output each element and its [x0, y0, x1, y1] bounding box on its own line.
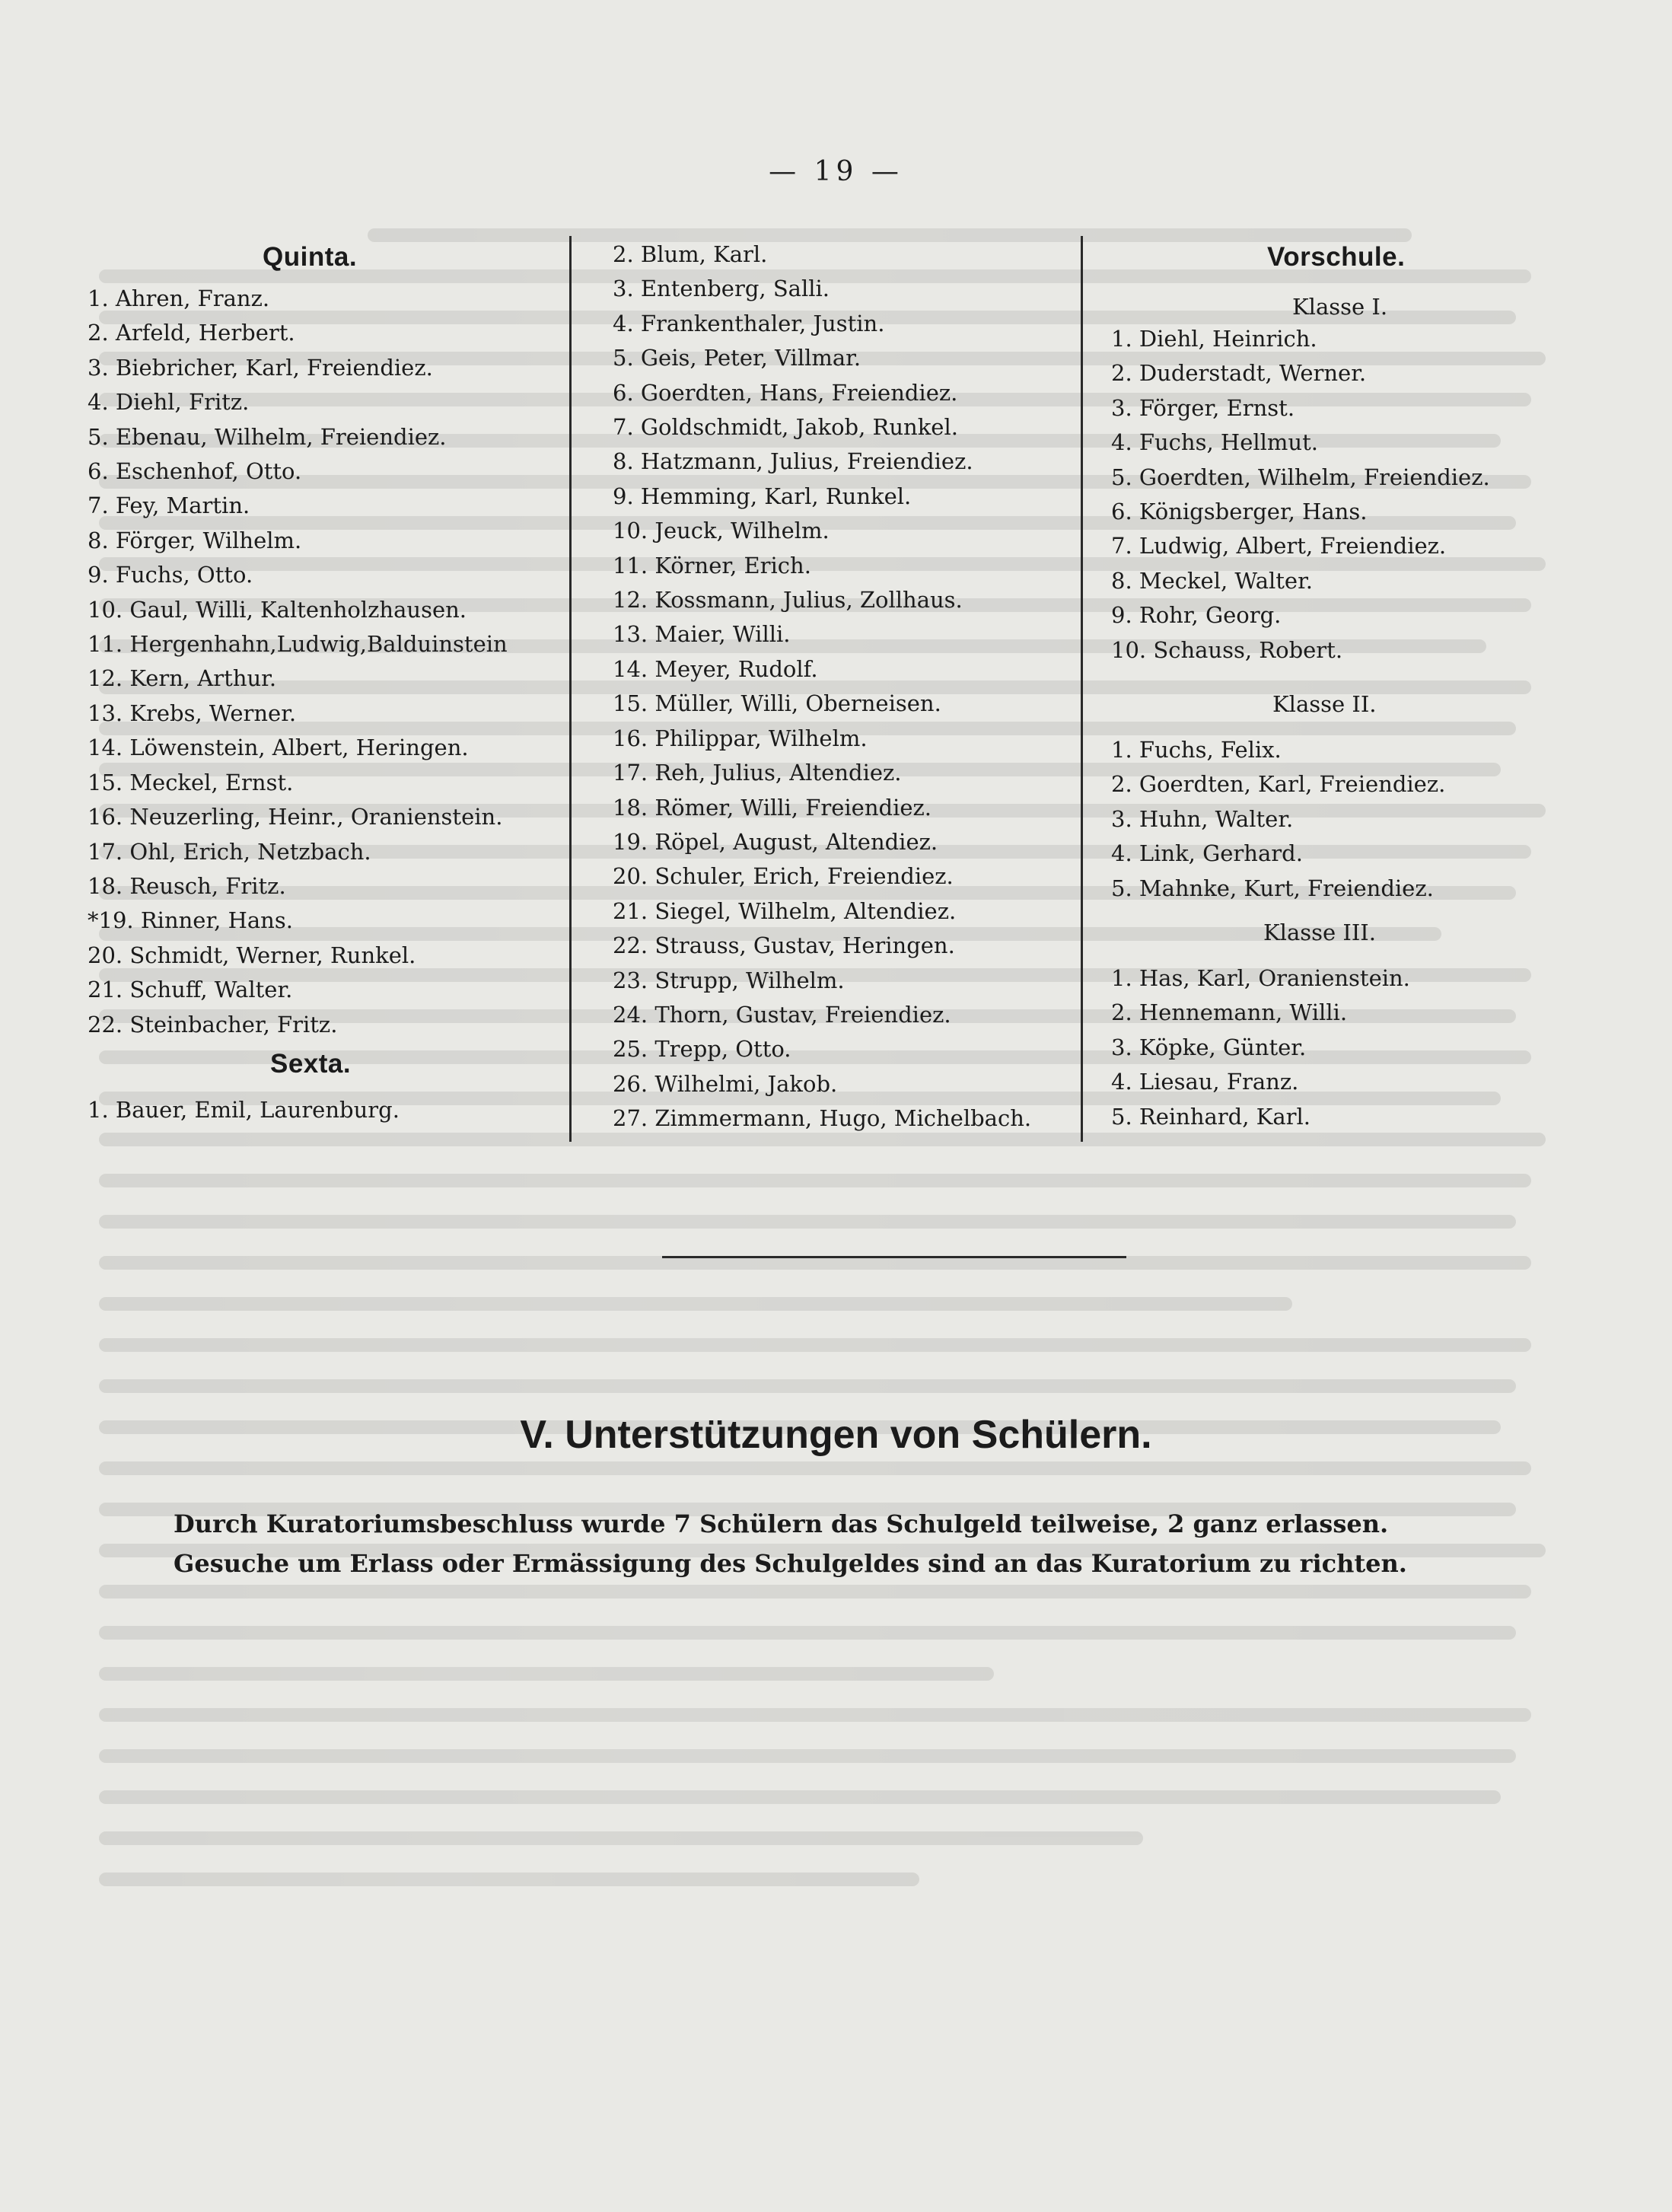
list-item: 6. Goerdten, Hans, Freiendiez. [613, 379, 958, 406]
section-paragraph-line: Durch Kuratoriumsbeschluss wurde 7 Schülern das Schulgeld teilweise, 2 ganz erlassen. [174, 1509, 1389, 1538]
list-item: 10. Jeuck, Wilhelm. [613, 518, 830, 544]
list-item: 21. Siegel, Wilhelm, Altendiez. [613, 897, 957, 924]
list-item: 14. Löwenstein, Albert, Heringen. [88, 735, 469, 761]
list-item: 20. Schuler, Erich, Freiendiez. [613, 863, 954, 890]
column-divider-right [1081, 236, 1083, 1142]
list-item: 9. Hemming, Karl, Runkel. [613, 483, 912, 509]
subheading-klasse-3: Klasse III. [1263, 920, 1376, 945]
section-heading: V. Unterstützungen von Schülern. [520, 1413, 1152, 1457]
list-item: 24. Thorn, Gustav, Freiendiez. [613, 1001, 951, 1028]
list-item: 13. Krebs, Werner. [88, 700, 297, 726]
list-item: 8. Förger, Wilhelm. [88, 527, 302, 553]
page-number: — 19 — [769, 156, 903, 187]
list-item: 8. Hatzmann, Julius, Freiendiez. [613, 448, 973, 475]
list-item: *19. Rinner, Hans. [88, 907, 293, 934]
list-item: 22. Steinbacher, Fritz. [88, 1011, 338, 1037]
list-item: 1. Bauer, Emil, Laurenburg. [88, 1097, 400, 1123]
list-item: 12. Kern, Arthur. [88, 665, 277, 692]
list-item: 1. Has, Karl, Oranienstein. [1111, 965, 1410, 991]
quinta-list [88, 282, 508, 1042]
list-item: 4. Fuchs, Hellmut. [1111, 429, 1318, 456]
list-item: 23. Strupp, Wilhelm. [613, 967, 845, 993]
list-item: 20. Schmidt, Werner, Runkel. [88, 942, 416, 968]
klasse-3-list [1111, 961, 1410, 1134]
list-item: 2. Goerdten, Karl, Freiendiez. [1111, 771, 1446, 798]
list-item: 5. Reinhard, Karl. [1111, 1103, 1311, 1130]
list-item: 2. Duderstadt, Werner. [1111, 360, 1367, 387]
list-item: 25. Trepp, Otto. [613, 1036, 791, 1063]
list-item: 11. Körner, Erich. [613, 552, 811, 578]
list-item: 19. Röpel, August, Altendiez. [613, 828, 938, 855]
list-item: 3. Köpke, Günter. [1111, 1034, 1307, 1060]
subheading-klasse-1: Klasse I. [1292, 294, 1388, 320]
list-item: 10. Gaul, Willi, Kaltenholzhausen. [88, 596, 467, 623]
list-item: 7. Fey, Martin. [88, 492, 250, 519]
list-item: 11. Hergenhahn,Ludwig,Balduinstein [88, 631, 508, 658]
klasse-2-list [1111, 733, 1445, 906]
list-item: 5. Ebenau, Wilhelm, Freiendiez. [88, 423, 447, 450]
subheading-klasse-2: Klasse II. [1272, 691, 1377, 717]
list-item: 6. Königsberger, Hans. [1111, 499, 1368, 525]
list-item: 21. Schuff, Walter. [88, 977, 293, 1003]
column-divider-left [569, 236, 572, 1142]
list-item: 18. Reusch, Fritz. [88, 872, 286, 899]
list-item: 27. Zimmermann, Hugo, Michelbach. [613, 1105, 1032, 1132]
list-item: 15. Müller, Willi, Oberneisen. [613, 690, 941, 717]
list-item: 1. Diehl, Heinrich. [1111, 326, 1317, 352]
list-item: 3. Huhn, Walter. [1111, 805, 1294, 832]
list-item: 3. Entenberg, Salli. [613, 276, 830, 302]
list-item: 13. Maier, Willi. [613, 621, 791, 648]
list-item: 16. Philippar, Wilhelm. [613, 725, 868, 751]
section-divider [662, 1256, 1126, 1258]
list-item: 3. Biebricher, Karl, Freiendiez. [88, 354, 433, 381]
list-item: 12. Kossmann, Julius, Zollhaus. [613, 587, 963, 614]
list-item: 18. Römer, Willi, Freiendiez. [613, 794, 932, 821]
heading-sexta: Sexta. [270, 1049, 352, 1079]
list-item: 1. Fuchs, Felix. [1111, 737, 1282, 763]
list-item: 17. Ohl, Erich, Netzbach. [88, 838, 371, 865]
list-item: 4. Diehl, Fritz. [88, 389, 250, 416]
list-item: 4. Liesau, Franz. [1111, 1069, 1299, 1095]
list-item: 17. Reh, Julius, Altendiez. [613, 760, 902, 786]
list-item: 26. Wilhelmi, Jakob. [613, 1070, 838, 1097]
list-item: 22. Strauss, Gustav, Heringen. [613, 932, 955, 959]
list-item: 5. Mahnke, Kurt, Freiendiez. [1111, 875, 1434, 901]
list-item: 14. Meyer, Rudolf. [613, 655, 818, 682]
column-quinta-continued [613, 237, 1031, 1136]
list-item: 6. Eschenhof, Otto. [88, 458, 302, 485]
klasse-1-list [1111, 322, 1490, 668]
list-item: 1. Ahren, Franz. [88, 285, 270, 311]
list-item: 2. Hennemann, Willi. [1111, 999, 1348, 1026]
list-item: 4. Link, Gerhard. [1111, 840, 1303, 867]
list-item: 7. Goldschmidt, Jakob, Runkel. [613, 414, 958, 441]
list-item: 4. Frankenthaler, Justin. [613, 310, 885, 336]
section-paragraph-line: Gesuche um Erlass oder Ermässigung des Schulgeldes sind an das Kuratorium zu richten. [174, 1549, 1407, 1578]
list-item: 16. Neuzerling, Heinr., Oranienstein. [88, 804, 503, 830]
list-item: 2. Blum, Karl. [613, 241, 768, 267]
heading-quinta: Quinta. [263, 242, 358, 272]
list-item: 2. Arfeld, Herbert. [88, 320, 295, 346]
list-item: 9. Rohr, Georg. [1111, 602, 1282, 629]
list-item: 5. Geis, Peter, Villmar. [613, 345, 861, 371]
list-item: 8. Meckel, Walter. [1111, 567, 1313, 594]
heading-vorschule: Vorschule. [1267, 242, 1406, 272]
list-item: 7. Ludwig, Albert, Freiendiez. [1111, 533, 1447, 559]
list-item: 10. Schauss, Robert. [1111, 636, 1343, 663]
list-item: 9. Fuchs, Otto. [88, 562, 253, 588]
list-item: 5. Goerdten, Wilhelm, Freiendiez. [1111, 464, 1490, 490]
list-item: 15. Meckel, Ernst. [88, 769, 294, 795]
list-item: 3. Förger, Ernst. [1111, 394, 1295, 421]
